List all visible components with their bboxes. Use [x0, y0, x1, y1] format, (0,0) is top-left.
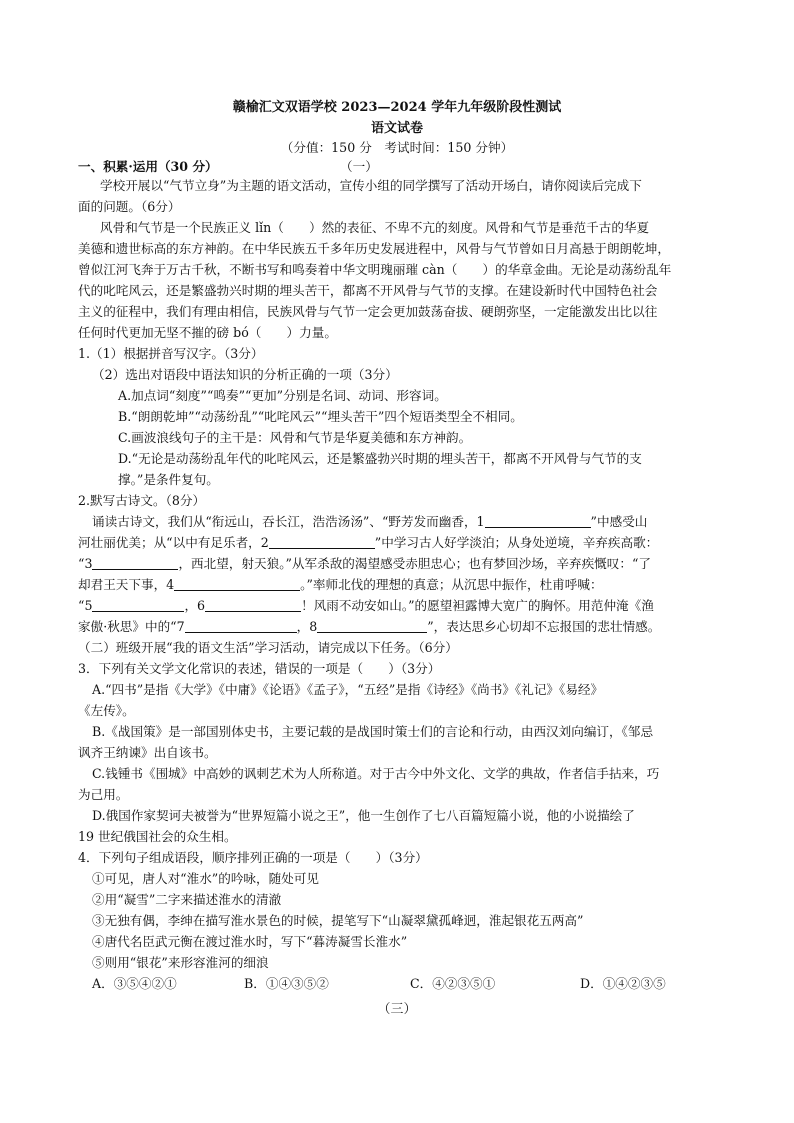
option-1c: C.画波浪线句子的主干是：风骨和气节是华夏美德和东方神韵。: [118, 430, 472, 445]
blank-7[interactable]: [185, 618, 297, 633]
option-1b: B.“朗朗乾坤”“动荡纷乱”“叱咤风云”“埋头苦干”四个短语类型全不相同。: [118, 409, 523, 424]
sentence-1: ①可见，唐人对“淮水”的吟咏，随处可见: [92, 871, 319, 886]
blank-3[interactable]: [92, 555, 178, 570]
option-1d-line-1: D.“无论是动荡纷乱年代的叱咤风云，还是繁盛勃兴时期的埋头苦干，都离不开风骨与气节的支: [118, 451, 642, 466]
sentence-3: ③无独有偶，李绅在描写淮水景色的时候，提笔写下“山凝翠黛孤峰迥，淮起银花五两高”: [92, 913, 584, 928]
option-1a: A.加点词“刻度”“鸣奏”“更加”分别是名词、动词、形容词。: [118, 388, 447, 403]
sentence-2: ②用“凝雪”二字来描述淮水的清澈: [92, 892, 282, 907]
exam-title: 赣榆汇文双语学校 2023—2024 学年九年级阶段性测试: [232, 100, 562, 115]
option-3b-line-2: 讽齐王纳谏》出自该书。: [78, 745, 217, 760]
blank-4[interactable]: [174, 576, 300, 591]
page-footer: （三）: [377, 1002, 417, 1017]
option-4a[interactable]: A．③⑤④②①: [92, 976, 177, 991]
sentence-5: ⑤则用“银花”来形容淮河的细浪: [92, 955, 269, 970]
q2-line-2: 河壮丽优美；从“以中有足乐者，2 ”中学习古人好学淡泊；从身处逆境，辛弃疾高歌：: [78, 535, 659, 550]
passage-line-3: 曾似江河飞奔于万古千秋，不断书写和鸣奏着中华文明瑰丽璀 càn（ ）的华章金曲。无论是动荡纷乱年: [78, 262, 672, 277]
option-3c-line-2: 为己用。: [78, 787, 129, 802]
option-1d-line-2: 撑。”是条件复句。: [118, 472, 219, 487]
question-1-1: 1.（1）根据拼音写汉字。（3分）: [78, 346, 264, 361]
q2-line-1: 诵读古诗文，我们从“衔远山，吞长江，浩浩汤汤”、“野芳发而幽香，1 ”中感受山: [92, 514, 648, 529]
section-1-heading: 一、积累·运用（30 分）: [78, 159, 218, 174]
q2-line-3: “3 ，西北望，射天狼。”从军杀敌的渴望感受赤胆忠心；也有梦回沙场，辛弃疾慨叹：“了: [78, 556, 651, 571]
passage-line-6: 任何时代更加无坚不摧的磅 bó（ ）力量。: [78, 325, 337, 340]
question-3: 3．下列有关文学文化常识的表述，错误的一项是（ ）（3分）: [78, 661, 441, 676]
option-4c[interactable]: C．④②③⑤①: [410, 976, 496, 991]
option-3a-line-1: A.“四书”是指《大学》《中庸》《论语》《孟子》，“五经”是指《诗经》《尚书》《礼记》《易经》: [92, 682, 604, 697]
passage-line-4: 代的叱咤风云，还是繁盛勃兴时期的埋头苦干，都离不开风骨与气节的支撑。在建设新时代中国特色社会: [78, 283, 658, 298]
blank-1[interactable]: [485, 513, 591, 528]
option-3c-line-1: C.钱锺书《围城》中高妙的讽刺艺术为人所称道。对于古今中外文化、文学的典故，作者信手拈来，巧: [92, 766, 660, 781]
option-3d-line-1: D.俄国作家契诃夫被誉为“世界短篇小说之王”，他一生创作了七八百篇短篇小说，他的小说描绘了: [92, 808, 635, 823]
option-4b[interactable]: B．①④③⑤②: [244, 976, 329, 991]
question-4: 4．下列句子组成语段，顺序排列正确的一项是（ ）（3分）: [78, 850, 428, 865]
intro-line-1: 学校开展以“气节立身”为主题的语文活动，宣传小组的同学撰写了活动开场白，请你阅读后完成下: [100, 178, 642, 193]
section-2-heading: （二）班级开展“我的语文生活”学习活动，请完成以下任务。（6分）: [78, 640, 458, 655]
exam-subtitle: 语文试卷: [370, 121, 423, 136]
blank-8[interactable]: [317, 618, 427, 633]
blank-5[interactable]: [92, 597, 184, 612]
blank-6[interactable]: [205, 597, 301, 612]
section-1-sub-label: （一）: [340, 159, 378, 174]
passage-line-2: 美德和遗世标高的东方神韵。在中华民族五千多年历史发展进程中，风骨与气节曾如日月高悬于朗朗乾坤，: [78, 241, 670, 256]
sentence-4: ④唐代名臣武元衡在渡过淮水时，写下“暮涛凝雪长淮水”: [92, 934, 408, 949]
question-1-2: （2）选出对语段中语法知识的分析正确的一项（3分）: [92, 367, 398, 382]
score-time-line: （分值：150 分 考试时间：150 分钟）: [280, 140, 514, 155]
intro-line-2: 面的问题。（6分）: [78, 199, 181, 214]
option-3b-line-1: B.《战国策》是一部国别体史书，主要记载的是战国时策士们的言论和行动，由西汉刘向编订，《邹忌: [92, 724, 654, 739]
question-2: 2.默写古诗文。（8分）: [78, 493, 206, 508]
q2-line-4: 却君王天下事，4 。”率师北伐的理想的真意；从沉思中振作，杜甫呼喊：: [78, 577, 603, 592]
option-3d-line-2: 19 世纪俄国社会的众生相。: [78, 829, 237, 844]
option-3a-line-2: 《左传》。: [78, 703, 135, 718]
blank-2[interactable]: [269, 534, 375, 549]
passage-line-5: 主义的征程中，我们有理由相信，民族风骨与气节一定会更加鼓荡奋拔、硬朗弥坚，一定能激发出比以往: [78, 304, 658, 319]
q2-line-5: “5 ，6 ！风雨不动安如山。”的愿望袒露博大宽广的胸怀。用范仲淹《渔: [78, 598, 654, 613]
q2-line-6: 家傲·秋思》中的“7 ，8 ”，表达思乡心切却不忘报国的悲壮情感。: [78, 619, 661, 634]
option-4d[interactable]: D．①④②③⑤: [580, 976, 666, 991]
passage-line-1: 风骨和气节是一个民族正义 lǐn（ ）然的表征、不卑不亢的刻度。风骨和气节是垂范千古的华夏: [100, 220, 650, 235]
